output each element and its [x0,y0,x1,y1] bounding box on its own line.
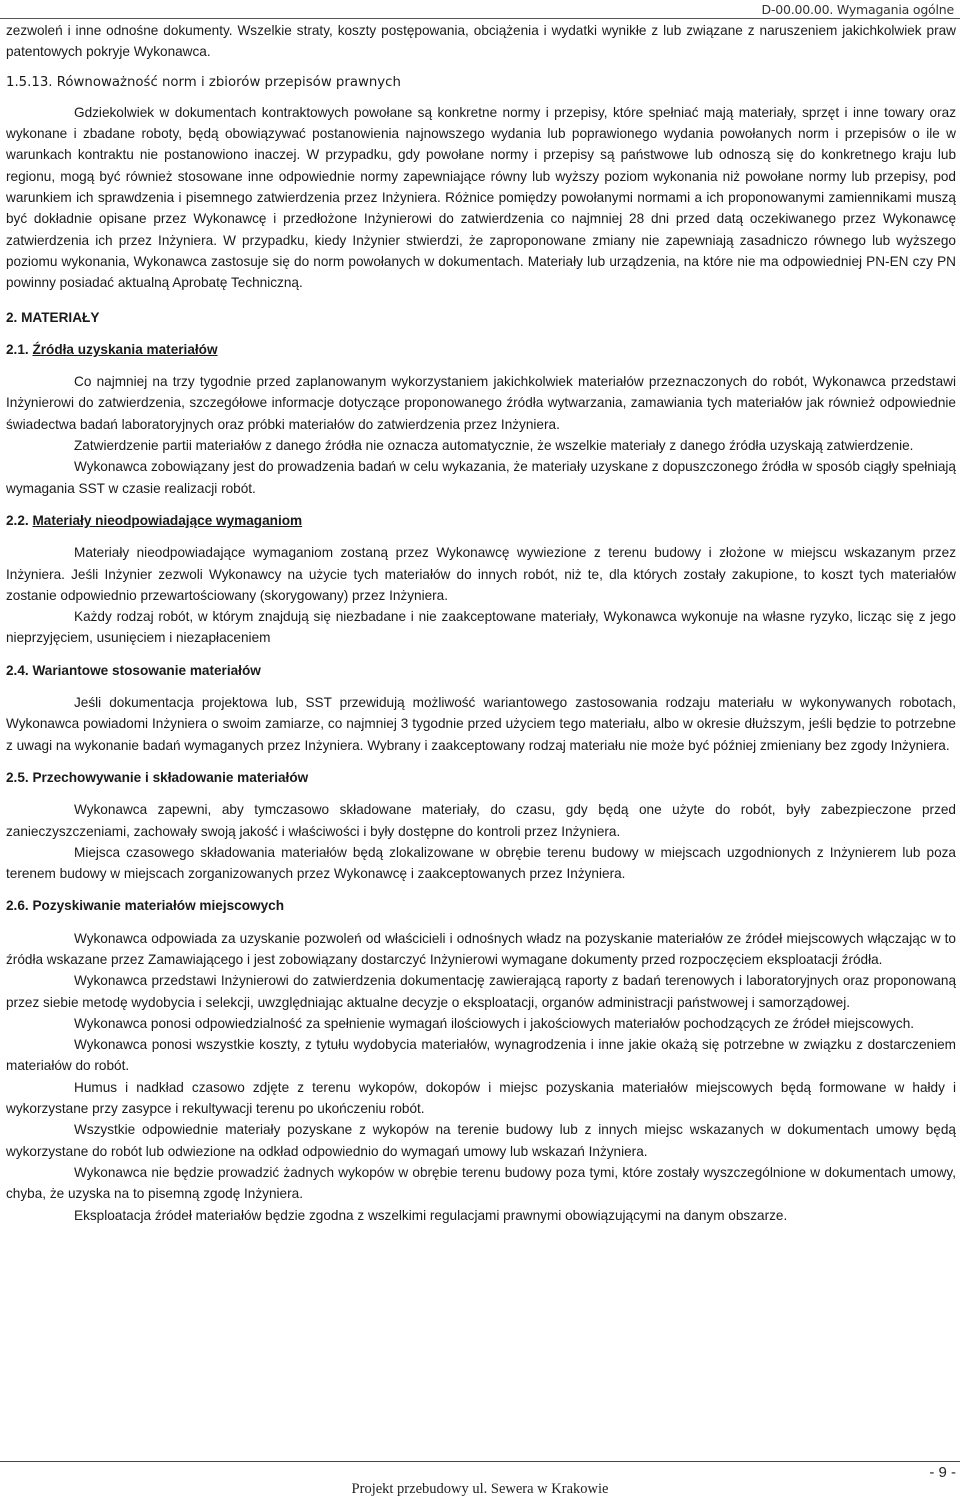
section-2-4-heading: 2.4. Wariantowe stosowanie materiałów [6,662,261,678]
section-2-1-paragraph-3: Wykonawca zobowiązany jest do prowadzenia badań w celu wykazania, że materiały uzyskane z dopuszczonego źródła w sposób ciągły spełniają wymagania SST w czasie realizacji robót. [6,459,956,496]
document-code-header: D-00.00.00. Wymagania ogólne [761,2,954,17]
footer-divider [0,1461,960,1462]
section-2-heading: 2. MATERIAŁY [6,309,100,325]
section-2-4-paragraph-1: Jeśli dokumentacja projektowa lub, SST przewidują możliwość wariantowego zastosowania rodzaju materiału w wykonywanych robotach, Wykonawca powiadomi Inżyniera o swoim zamiarze, co najmniej 3 tygodnie przed użyciem tego materiału, albo w okresie dłuższym, jeśli będzie to potrzebne z uwagi na wykonanie badań wymaganych przez Inżyniera. Wybrany i zaakceptowany rodzaj materiału nie może być później zmieniany bez zgody Inżyniera. [6,695,956,753]
section-2-6-heading: 2.6. Pozyskiwanie materiałów miejscowych [6,898,285,914]
section-2-1-heading [6,339,956,360]
section-2-1-paragraph-2: Zatwierdzenie partii materiałów z danego źródła nie oznacza automatycznie, że wszelkie materiały z danego źródła uzyskają zatwierdzenie. [74,438,914,454]
section-2-6-paragraph-2: Wykonawca przedstawi Inżynierowi do zatwierdzenia dokumentację zawierającą raporty z badań terenowych i laboratoryjnych oraz proponowaną przez siebie metodę wydobycia i selekcji, uwzględniając aktualne decyzje o eksploatacji, organów administracji państwowej i samorządowej. [6,973,956,1010]
section-2-5-paragraph-2: Miejsca czasowego składowania materiałów będą zlokalizowane w obrębie terenu budowy w miejscach uzgodnionych z Inżynierem lub poza terenem budowy w miejscach zorganizowanych przez Wykonawcę i zaakceptowanych przez Inżyniera. [6,844,956,882]
section-2-6-paragraph-6: Wszystkie odpowiednie materiały pozyskane z wykopów na terenie budowy lub z innych miejsc wskazanych w dokumentach umowy będą wykorzystane do robót lub odwiezione na odkład odpowiednio do wymagań umowy lub wskazań Inżyniera. [6,1122,956,1159]
section-2-6-paragraph-8: Eksploatacja źródeł materiałów będzie zgodna z wszelkimi regulacjami prawnymi obowiązującymi na danym obszarze. [74,1207,788,1223]
section-2-2-title: Materiały nieodpowiadające wymaganiom [32,512,303,528]
section-2-6-paragraph-7: Wykonawca nie będzie prowadzić żadnych wykopów w obrębie terenu budowy poza tymi, które zostały wyszczególnione w dokumentach umowy, chyba, że uzyska na to pisemną zgodę Inżyniera. [6,1164,956,1202]
header-divider [0,18,960,19]
document-body [6,20,956,1226]
section-1-5-13-paragraph: Gdziekolwiek w dokumentach kontraktowych powołane są konkretne normy i przepisy, które spełniać mają materiały, sprzęt i inne towary oraz wykonane i zbadane roboty, będą obowiązywać postanowienia najnowszego wydania lub poprawionego wydania powołanych norm i przepisów o ile w warunkach kontraktu nie postanowiono inaczej. W przypadku, gdy powołane normy i przepisy są państwowe lub odnoszą się do konkretnego kraju lub regionu, mogą być również stosowane inne odpowiednie normy zapewniające równy lub wyższy poziom wykonania niż powołane normy lub przepisy, pod warunkiem ich sprawdzenia i pisemnego zatwierdzenia przez Inżyniera. Różnice pomiędzy powołanymi normami a ich proponowanymi zamiennikami muszą być dokładnie opisane przez Wykonawcę i przedłożone Inżynierowi do zatwierdzenia co najmniej 28 dni przed datą oczekiwanego przez Wykonawcę zatwierdzenia ich przez Inżyniera. W przypadku, kiedy Inżynier stwierdzi, że zaproponowane zmiany nie zapewniają zasadniczo równego lub wyższego poziomu wykonania, Wykonawca zastosuje się do norm powołanych w dokumentach. Materiały lub urządzenia, na które nie ma odpowiedniej PN-EN czy PN powinny posiadać aktualną Aprobatę Techniczną. [6,104,956,291]
section-2-5-heading: 2.5. Przechowywanie i składowanie materiałów [6,769,309,785]
section-2-5-paragraph-1: Wykonawca zapewni, aby tymczasowo składowane materiały, do czasu, gdy będą one użyte do robót, były zabezpieczone przed zanieczyszczeniami, zachowały swoją jakość i właściwości i były dostępne do kontroli przez Inżyniera. [6,802,956,839]
section-2-1-number: 2.1. [6,341,33,357]
section-2-1-paragraph-1: Co najmniej na trzy tygodnie przed zaplanowanym wykorzystaniem jakichkolwiek materiałów przeznaczonych do robót, Wykonawca przedstawi Inżynierowi do zatwierdzenia, szczegółowe informacje dotyczące proponowanego źródła wytwarzania, zamawiania tych materiałów jak również odpowiednie świadectwa badań laboratoryjnych oraz próbki materiałów do zatwierdzenia przez Inżyniera. [6,374,956,432]
section-2-2-paragraph-2: Każdy rodzaj robót, w którym znajdują się niezbadane i nie zaakceptowane materiały, Wykonawca wykonuje na własne ryzyko, licząc się z jego nieprzyjęciem, usunięciem i niezapłaceniem [6,609,956,646]
footer-project-title: Projekt przebudowy ul. Sewera w Krakowie [351,1481,609,1497]
page-number: - 9 - [929,1464,956,1481]
section-2-2-heading [6,510,956,531]
section-2-6-paragraph-3: Wykonawca ponosi odpowiedzialność za spełnienie wymagań ilościowych i jakościowych materiałów pochodzących ze źródeł miejscowych. [74,1015,915,1031]
section-2-6-paragraph-5: Humus i nadkład czasowo zdjęte z terenu wykopów, dokopów i miejsc pozyskania materiałów miejscowych będą formowane w hałdy i wykorzystane przy zasypce i rekultywacji terenu po ukończeniu robót. [6,1079,956,1117]
intro-continuation: zezwoleń i inne odnośne dokumenty. Wszelkie straty, koszty postępowania, obciążenia i wydatki wynikłe z lub związane z naruszeniem jakichkolwiek praw patentowych pokryje Wykonawca. [6,23,956,60]
section-2-1-title: Źródła uzyskania materiałów [32,341,218,357]
section-2-6-paragraph-4: Wykonawca ponosi wszystkie koszty, z tytułu wydobycia materiałów, wynagrodzenia i inne jakie okażą się potrzebne w związku z dostarczeniem materiałów do robót. [6,1037,956,1074]
section-2-2-number: 2.2. [6,512,33,528]
section-2-6-paragraph-1: Wykonawca odpowiada za uzyskanie pozwoleń od właścicieli i odnośnych władz na pozyskanie materiałów ze źródeł miejscowych włączając w to źródła wskazane przez Zamawiającego i jest zobowiązany dostarczyć Inżynierowi wymagane dokumenty przed rozpoczęciem eksploatacji źródła. [6,930,956,967]
section-2-2-paragraph-1: Materiały nieodpowiadające wymaganiom zostaną przez Wykonawcę wywiezione z terenu budowy i złożone w miejscu wskazanym przez Inżyniera. Jeśli Inżynier zezwoli Wykonawcy na użycie tych materiałów do innych robót, niż te, dla których zostały zakupione, to koszt tych materiałów zostanie odpowiednio przewartościowany (skorygowany) przez Inżyniera. [6,545,956,603]
section-1-5-13-heading: 1.5.13. Równoważność norm i zbiorów przepisów prawnych [6,74,401,90]
